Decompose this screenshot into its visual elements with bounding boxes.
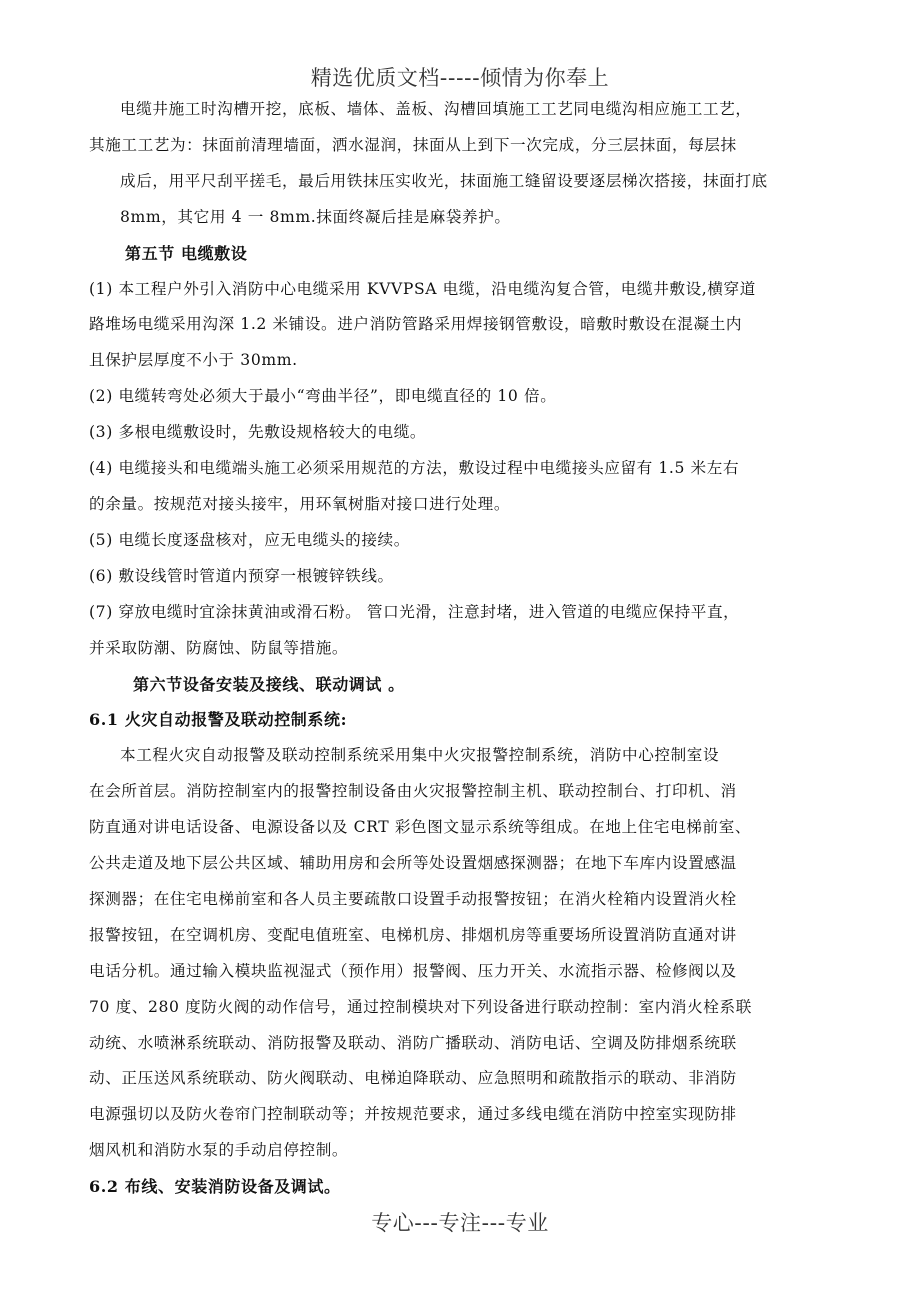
text-line: 路堆场电缆采用沟深 1.2 米铺设。进户消防管路采用焊接钢管敷设，暗敷时敷设在混凝土内 xyxy=(89,315,743,334)
text-line: 电缆井施工时沟槽开挖，底板、墙体、盖板、沟槽回填施工工艺同电缆沟相应施工工艺， xyxy=(120,100,752,118)
text-line: 的余量。按规范对接头接牢，用环氧树脂对接口进行处理。 xyxy=(89,494,511,513)
text-line: 并采取防潮、防腐蚀、防鼠等措施。 xyxy=(89,638,349,657)
text-line: 70 度、280 度防火阀的动作信号，通过控制模块对下列设备进行联动控制：室内消火栓系联 xyxy=(89,997,752,1016)
text-line: 电话分机。通过输入模块监视湿式（预作用）报警阀、压力开关、水流指示器、检修阀以及 xyxy=(89,961,737,980)
intro-paragraph xyxy=(89,92,831,236)
document-body xyxy=(89,92,831,1205)
list-item-7 xyxy=(89,595,831,667)
page-footer: 专心---专注---专业 xyxy=(371,1211,549,1235)
list-item-3 xyxy=(89,415,831,451)
text-line: (1) 本工程户外引入消防中心电缆采用 KVVPSA 电缆，沿电缆沟复合管，电缆井敷设,横穿道 xyxy=(89,279,756,298)
text-line: (5) 电缆长度逐盘核对，应无电缆头的接续。 xyxy=(89,530,410,549)
text-line: (7) 穿放电缆时宜涂抹黄油或滑石粉。 管口光滑，注意封堵，进入管道的电缆应保持平直， xyxy=(89,602,740,621)
text-line: (2) 电缆转弯处必须大于最小“弯曲半径”，即电缆直径的 10 倍。 xyxy=(89,387,557,406)
list-item-6 xyxy=(89,559,831,595)
text-line: 公共走道及地下层公共区域、辅助用房和会所等处设置烟感探测器；在地下车库内设置感温 xyxy=(89,854,737,873)
list-item-5 xyxy=(89,523,831,559)
subsection-6-1-paragraph xyxy=(89,738,831,1169)
text-line: 在会所首层。消防控制室内的报警控制设备由火灾报警控制主机、联动控制台、打印机、消 xyxy=(89,782,737,801)
text-line: 本工程火灾自动报警及联动控制系统采用集中火灾报警控制系统，消防中心控制室设 xyxy=(120,746,720,765)
text-line: 动统、水喷淋系统联动、消防报警及联动、消防广播联动、消防电话、空调及防排烟系统联 xyxy=(89,1033,737,1052)
subsection-6-2-heading: 6.2 布线、安装消防设备及调试。 xyxy=(89,1177,341,1197)
text-line: 烟风机和消防水泵的手动启停控制。 xyxy=(89,1141,349,1160)
text-line: (6) 敷设线管时管道内预穿一根镀锌铁线。 xyxy=(89,566,394,585)
list-item-1 xyxy=(89,272,831,380)
text-line: 探测器；在住宅电梯前室和各人员主要疏散口设置手动报警按钮；在消火栓箱内设置消火栓 xyxy=(89,889,737,908)
list-item-2 xyxy=(89,379,831,415)
text-line: 防直通对讲电话设备、电源设备以及 CRT 彩色图文显示系统等组成。在地上住宅电梯前室、 xyxy=(89,818,752,837)
text-line: 动、正压送风系统联动、防火阀联动、电梯迫降联动、应急照明和疏散指示的联动、非消防 xyxy=(89,1069,737,1088)
text-line: 且保护层厚度不小于 30mm. xyxy=(89,351,298,370)
subsection-6-1-heading: 6.1 火灾自动报警及联动控制系统: xyxy=(89,710,348,730)
list-item-4 xyxy=(89,451,831,523)
text-line: (3) 多根电缆敷设时，先敷设规格较大的电缆。 xyxy=(89,423,427,442)
text-line: 8mm，其它用 4 一 8mm.抹面终凝后挂是麻袋养护。 xyxy=(120,207,511,226)
text-line: 成后，用平尺刮平搓毛，最后用铁抹压实收光，抹面施工缝留设要逐层梯次搭接，抹面打底 xyxy=(120,171,768,190)
text-line: 电源强切以及防火卷帘门控制联动等；并按规范要求，通过多线电缆在消防中控室实现防排 xyxy=(89,1105,737,1124)
text-line: 报警按钮，在空调机房、变配电值班室、电梯机房、排烟机房等重要场所设置消防直通对讲 xyxy=(89,925,737,944)
section-5-heading: 第五节 电缆敷设 xyxy=(125,243,248,263)
text-line: (4) 电缆接头和电缆端头施工必须采用规范的方法，敷设过程中电缆接头应留有 1.5 米左右 xyxy=(89,459,740,478)
section-6-heading: 第六节设备安装及接线、联动调试 。 xyxy=(133,674,405,694)
page-header: 精选优质文档-----倾情为你奉上 xyxy=(310,66,610,90)
text-line: 其施工工艺为：抹面前清理墙面，洒水湿润，抹面从上到下一次完成，分三层抹面，每层抹 xyxy=(89,135,737,154)
